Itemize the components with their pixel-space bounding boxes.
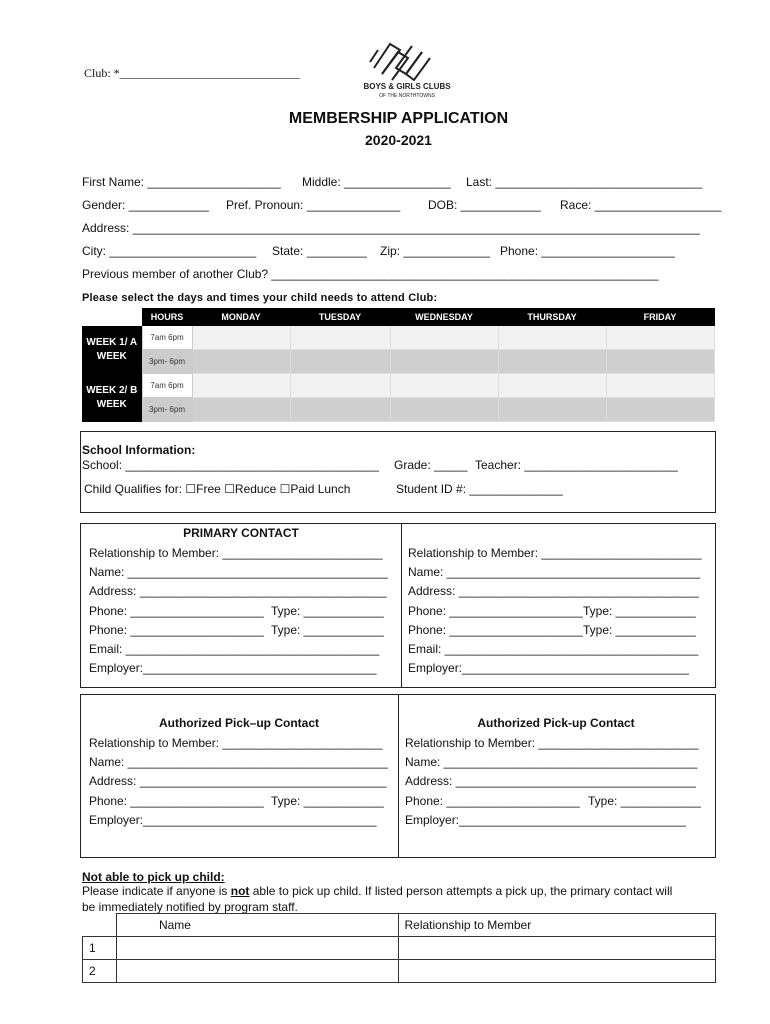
col-name-header: Name [116,914,398,937]
not-able-heading: Not able to pick up child: [82,870,225,884]
primary-right-relationship[interactable]: Relationship to Member: ________________________ [408,546,702,560]
primary-left-type2[interactable]: Type: ____________ [271,623,384,637]
header-tuesday: TUESDAY [290,309,390,326]
row1-relationship-cell[interactable] [398,937,716,960]
state-field[interactable]: State: _________ [272,244,367,258]
primary-contact-divider [401,523,402,688]
header-friday: FRIDAY [606,309,714,326]
primary-left-type1[interactable]: Type: ____________ [271,604,384,618]
zip-field[interactable]: Zip: _____________ [380,244,491,258]
header-monday: MONDAY [192,309,290,326]
pickup-right-heading: Authorized Pick-up Contact [477,716,635,730]
lunch-qualification[interactable]: Child Qualifies for: ☐Free ☐Reduce ☐Paid Lunch [84,482,351,496]
w2-thu-full[interactable] [498,374,606,398]
page-title: MEMBERSHIP APPLICATION [288,110,509,127]
primary-right-employer[interactable]: Employer:__________________________________ [408,661,689,675]
w2-tue-full[interactable] [290,374,390,398]
school-field[interactable]: School: ______________________________________ [82,458,379,472]
pickup-right-relationship[interactable]: Relationship to Member: ________________________ [405,736,699,750]
student-id-field[interactable]: Student ID #: ______________ [396,482,563,496]
w2-wed-full[interactable] [390,374,498,398]
w1-wed-full[interactable] [390,326,498,350]
pickup-left-type[interactable]: Type: ____________ [271,794,384,808]
row-number-2: 2 [83,960,117,983]
address-field[interactable]: Address: _____________________________________________________________________________________ [82,221,700,235]
pickup-left-relationship[interactable]: Relationship to Member: ________________________ [89,736,383,750]
pickup-right-employer[interactable]: Employer:__________________________________ [405,813,686,827]
previous-member-field[interactable]: Previous member of another Club? __________________________________________________________ [82,267,659,281]
primary-right-phone1[interactable]: Phone: ____________________ [408,604,583,618]
week2-hours-full: 7am 6pm [142,374,192,398]
week2-label: WEEK 2/ B WEEK [82,374,142,422]
pickup-right-name[interactable]: Name: ______________________________________ [405,755,698,769]
week2-hours-after: 3pm- 6pm [142,398,192,422]
primary-right-phone2[interactable]: Phone: ____________________ [408,623,583,637]
page-year: 2020-2021 [365,132,432,148]
w2-tue-after[interactable] [290,398,390,422]
logo-text: BOYS & GIRLS CLUBS [363,82,451,91]
w1-mon-after[interactable] [192,350,290,374]
gender-field[interactable]: Gender: ____________ [82,198,209,212]
schedule-instruction: Please select the days and times your child needs to attend Club: [82,292,438,304]
primary-contact-heading: PRIMARY CONTACT [183,526,299,540]
schedule-table [82,308,715,422]
pickup-right-phone[interactable]: Phone: ____________________ [405,794,580,808]
primary-left-employer[interactable]: Employer:___________________________________ [89,661,377,675]
teacher-field[interactable]: Teacher: _______________________ [475,458,678,472]
header-thursday: THURSDAY [498,309,606,326]
w1-thu-after[interactable] [498,350,606,374]
pickup-left-address[interactable]: Address: _____________________________________ [89,774,387,788]
header-wednesday: WEDNESDAY [390,309,498,326]
pickup-left-heading: Authorized Pick–up Contact [158,716,319,730]
schedule-corner [82,309,142,326]
w1-tue-after[interactable] [290,350,390,374]
w2-mon-after[interactable] [192,398,290,422]
city-field[interactable]: City: ______________________ [82,244,257,258]
race-field[interactable]: Race: ___________________ [560,198,722,212]
not-able-text: Please indicate if anyone is not able to pick up child. If listed person attempts a pick up, the primary contact will [82,884,673,898]
pickup-right-address[interactable]: Address: ____________________________________ [405,774,696,788]
w1-wed-after[interactable] [390,350,498,374]
primary-left-email[interactable]: Email: ______________________________________ [89,642,380,656]
grade-field[interactable]: Grade: _____ [394,458,468,472]
pickup-left-employer[interactable]: Employer:___________________________________ [89,813,377,827]
first-name-field[interactable]: First Name: ____________________ [82,175,281,189]
phone-field[interactable]: Phone: ____________________ [500,244,675,258]
row2-relationship-cell[interactable] [398,960,716,983]
primary-right-type1[interactable]: Type: ____________ [583,604,696,618]
dob-field[interactable]: DOB: ____________ [428,198,541,212]
week1-hours-after: 3pm- 6pm [142,350,192,374]
w1-mon-full[interactable] [192,326,290,350]
not-able-table [82,913,716,983]
pronoun-field[interactable]: Pref. Pronoun: ______________ [226,198,401,212]
row-number-1: 1 [83,937,117,960]
w2-mon-full[interactable] [192,374,290,398]
week1-hours-full: 7am 6pm [142,326,192,350]
last-name-field[interactable]: Last: _______________________________ [466,175,703,189]
boys-girls-clubs-logo [352,38,462,100]
w2-fri-full[interactable] [606,374,714,398]
pickup-left-name[interactable]: Name: _______________________________________ [89,755,388,769]
primary-right-name[interactable]: Name: ______________________________________ [408,565,701,579]
pickup-left-phone[interactable]: Phone: ____________________ [89,794,264,808]
school-heading: School Information: [82,443,196,457]
w2-wed-after[interactable] [390,398,498,422]
w2-fri-after[interactable] [606,398,714,422]
club-label: Club: *______________________________ [84,66,300,80]
w1-fri-full[interactable] [606,326,714,350]
col-relationship-header: Relationship to Member [398,914,716,937]
w1-fri-after[interactable] [606,350,714,374]
w1-tue-full[interactable] [290,326,390,350]
primary-left-phone2[interactable]: Phone: ____________________ [89,623,264,637]
not-able-corner [83,914,117,937]
week1-label: WEEK 1/ A WEEK [82,326,142,374]
primary-right-address[interactable]: Address: ____________________________________ [408,584,699,598]
w1-thu-full[interactable] [498,326,606,350]
primary-left-relationship[interactable]: Relationship to Member: ________________________ [89,546,383,560]
primary-left-phone1[interactable]: Phone: ____________________ [89,604,264,618]
primary-right-email[interactable]: Email: ______________________________________ [408,642,699,656]
row1-name-cell[interactable] [116,937,398,960]
not-able-text-2: be immediately notified by program staff. [82,900,298,914]
middle-name-field[interactable]: Middle: ________________ [302,175,451,189]
row2-name-cell[interactable] [116,960,398,983]
w2-thu-after[interactable] [498,398,606,422]
header-hours: HOURS [142,309,192,326]
primary-left-name[interactable]: Name: _______________________________________ [89,565,388,579]
primary-right-type2[interactable]: Type: ____________ [583,623,696,637]
pickup-right-type[interactable]: Type: ____________ [588,794,701,808]
club-field[interactable]: ______________________________ [119,66,300,80]
logo-subtext: OF THE NORTHTOWNS [379,93,435,99]
primary-left-address[interactable]: Address: _____________________________________ [89,584,387,598]
